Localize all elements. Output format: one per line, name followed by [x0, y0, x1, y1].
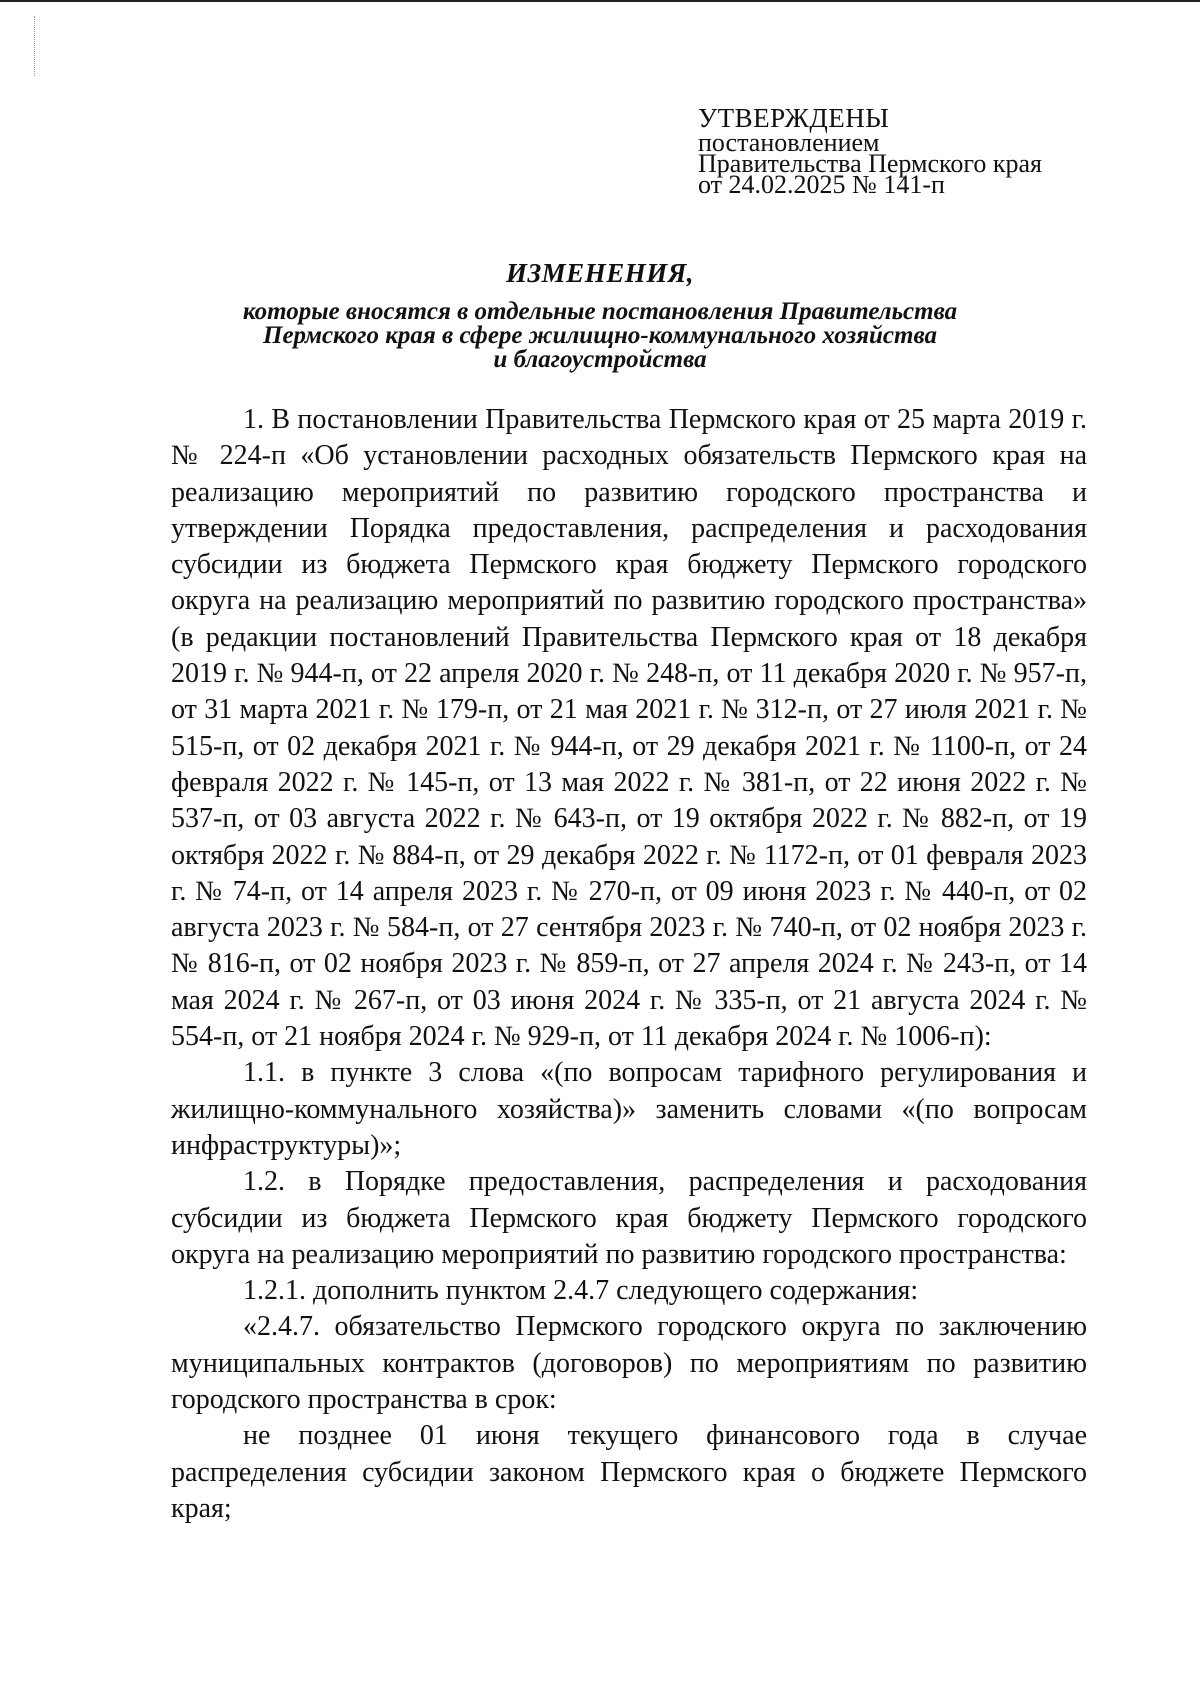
paragraph: не позднее 01 июня текущего финансового года в случае распределения субсидии законом Пермского края о бюджете Пермского края; [171, 1420, 1087, 1524]
approval-stamp [698, 103, 1118, 199]
subtitle-line: которые вносятся в отдельные постановления Правительства [242, 298, 958, 325]
document-title: ИЗМЕНЕНИЯ, [505, 258, 695, 288]
document-body [171, 402, 1087, 1527]
paragraph: 1. В постановлении Правительства Пермского края от 25 марта 2019 г. № 224-п «Об установлении расходных обязательств Пермского края на реализацию мероприятий по развитию городского пространства и утверждении Порядка предоставления, распределения и расходования субсидии из бюджета Пермского края бюджету Пермского городского округа на реализацию мероприятий по развитию городского пространства» (в редакции постановлений Правительства Пермского края от 18 декабря 2019 г. № 944-п, от 22 апреля 2020 г. № 248-п, от 11 декабря 2020 г. № 957-п, от 31 марта 2021 г. № 179-п, от 21 мая 2021 г. № 312-п, от 27 июля 2021 г. № 515-п, от 02 декабря 2021 г. № 944-п, от 29 декабря 2021 г. № 1100-п, от 24 февраля 2022 г. № 145-п, от 13 мая 2022 г. № 381-п, от 22 июня 2022 г. № 537-п, от 03 августа 2022 г. № 643-п, от 19 октября 2022 г. № 882-п, от 19 октября 2022 г. № 884-п, от 29 декабря 2022 г. № 1172-п, от 01 февраля 2023 г. № 74-п, от 14 апреля 2023 г. № 270-п, от 09 июня 2023 г. № 440-п, от 02 августа 2023 г. № 584-п, от 27 сентября 2023 г. № 740-п, от 02 ноября 2023 г. № 816-п, от 02 ноября 2023 г. № 859-п, от 27 апреля 2024 г. № 243-п, от 14 мая 2024 г. № 267-п, от 03 июня 2024 г. № 335-п, от 21 августа 2024 г. № 554-п, от 21 ноября 2024 г. № 929-п, от 11 декабря 2024 г. № 1006-п): [171, 404, 1087, 1053]
paragraph: 1.2.1. дополнить пунктом 2.4.7 следующего содержания: [243, 1275, 919, 1307]
approval-line: постановлением [698, 128, 880, 157]
document-subtitle [0, 300, 1200, 372]
approval-date-number: от 24.02.2025 № 141-п [698, 170, 945, 199]
scan-artifact [34, 16, 39, 76]
subtitle-line: и благоустройства [493, 346, 707, 373]
paragraph: 1.2. в Порядке предоставления, распределения и расходования субсидии из бюджета Пермского края бюджету Пермского городского округа на реализацию мероприятий по развитию городского пространства: [171, 1166, 1087, 1270]
approval-line: Правительства Пермского края [698, 149, 1042, 178]
subtitle-line: Пермского края в сфере жилищно-коммунального хозяйства [263, 322, 937, 349]
paragraph: 1.1. в пункте 3 слова «(по вопросам тарифного регулирования и жилищно-коммунального хозяйства)» заменить словами «(по вопросам инфраструктуры)»; [171, 1057, 1087, 1161]
approval-heading: УТВЕРЖДЕНЫ [698, 103, 890, 133]
paragraph: «2.4.7. обязательство Пермского городского округа по заключению муниципальных контрактов (договоров) по мероприятиям по развитию городского пространства в срок: [171, 1311, 1087, 1416]
